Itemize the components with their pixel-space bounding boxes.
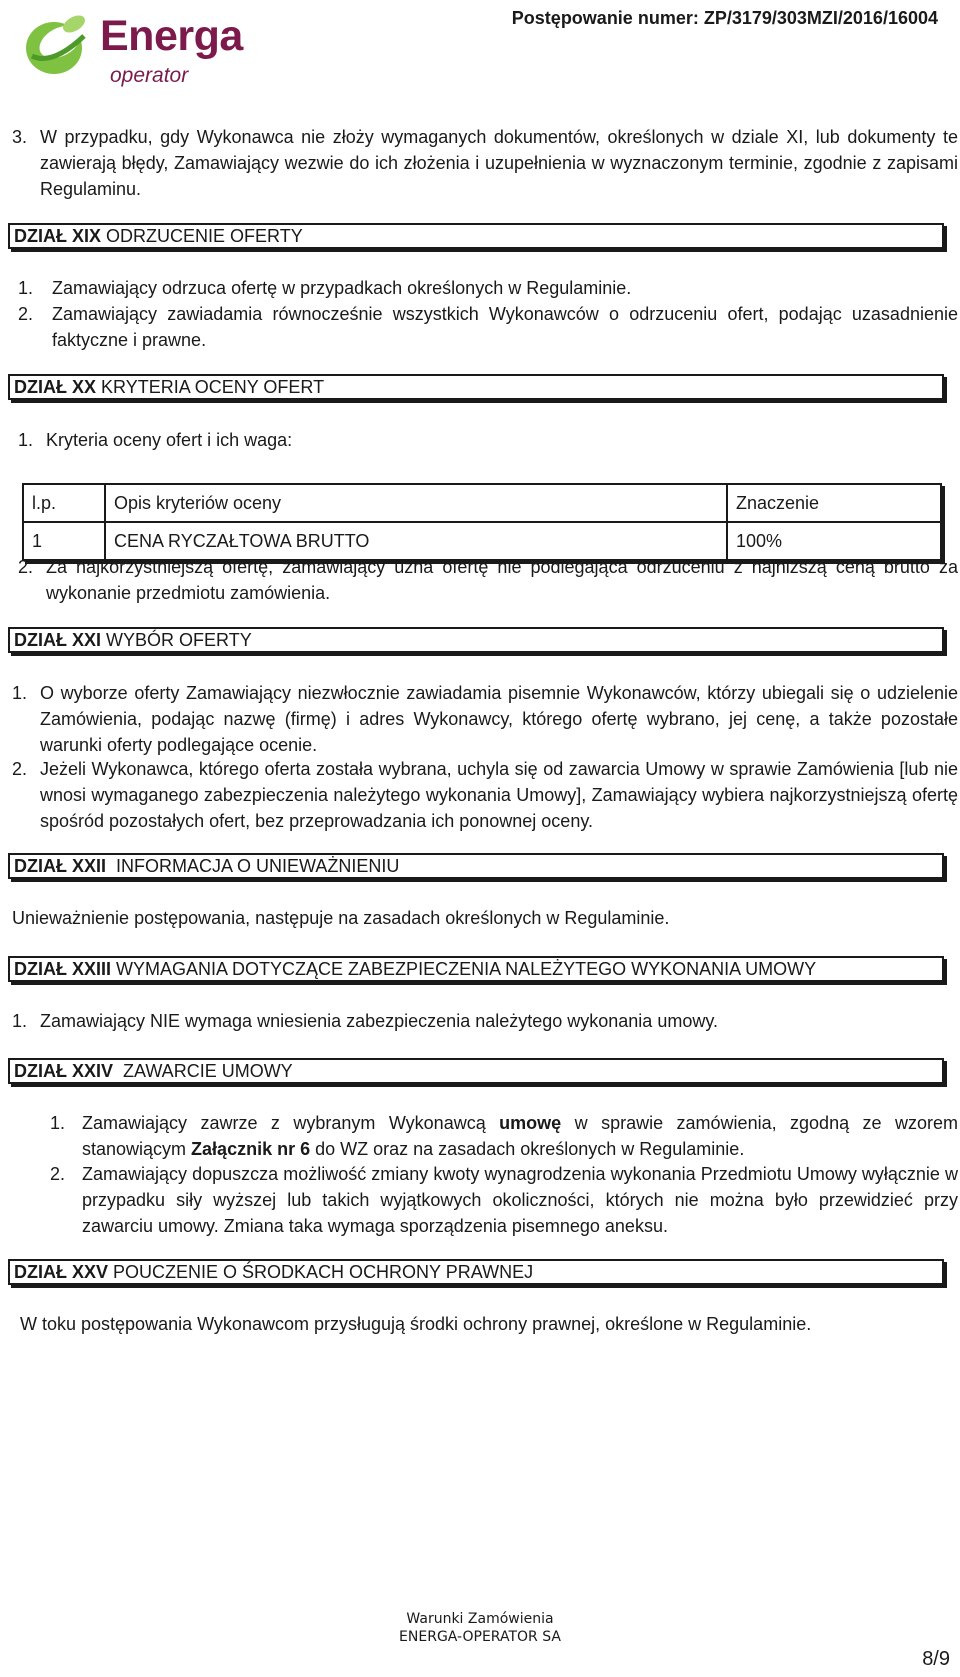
list-item: O wyborze oferty Zamawiający niezwłocznie zawiadamia pisemnie Wykonawców, którzy ubiegali się o udzielenie Zamówienia, podając nazwę (firmę) i adres Wykonawcy, którego ofertę wybrano, jej cenę, a także pozostałe warunki oferty podlegające ocenie. bbox=[40, 683, 958, 755]
list-item: Zamawiający NIE wymaga wniesienia zabezpieczenia należytego wykonania umowy. bbox=[40, 1011, 718, 1031]
list-item: Zamawiający zawiadamia równocześnie wszystkich Wykonawców o odrzuceniu ofert, podając uzasadnienie faktyczne i prawne. bbox=[52, 304, 958, 350]
section-title: ZAWARCIE UMOWY bbox=[123, 1061, 293, 1081]
section-header-xxi bbox=[8, 627, 944, 653]
list-item bbox=[82, 1110, 958, 1162]
list-item: Kryteria oceny ofert i ich waga: bbox=[46, 430, 293, 450]
list-item: Jeżeli Wykonawca, którego oferta została wybrana, uchyla się od zawarcia Umowy w sprawie Zamówienia [lub nie wnosi wymaganego zabezpieczenia należytego wykonania Umowy], Zamawiający wybiera najkorzystniejszą ofertę spośród pozostałych ofert, bez przeprowadzania ich ponownej oceny. bbox=[40, 759, 958, 831]
list-number: 1. bbox=[18, 430, 34, 450]
bold-text: Załącznik nr 6 bbox=[191, 1139, 311, 1159]
list-number: 2. bbox=[18, 304, 34, 324]
section-title: KRYTERIA OCENY OFERT bbox=[101, 377, 325, 397]
list-item: Za najkorzystniejszą ofertę, zamawiający uzna ofertę nie podlegająca odrzuceniu z najniższą ceną brutto za wykonanie przedmiotu zamówienia. bbox=[46, 557, 958, 603]
energa-logo bbox=[22, 6, 272, 92]
text-run: Zamawiający zawrze z wybranym Wykonawcą bbox=[82, 1113, 500, 1133]
table-cell: 100% bbox=[727, 522, 941, 560]
section-header-xx bbox=[8, 374, 944, 400]
list-number: 2. bbox=[18, 557, 34, 577]
section-title: ODRZUCENIE OFERTY bbox=[106, 226, 303, 246]
section-title: WYBÓR OFERTY bbox=[106, 630, 252, 650]
table-header-cell: l.p. bbox=[23, 484, 105, 522]
section-header-xix bbox=[8, 223, 944, 249]
footer-title: Warunki Zamówienia bbox=[406, 1611, 554, 1627]
table-cell: 1 bbox=[23, 522, 105, 560]
paragraph: Unieważnienie postępowania, następuje na zasadach określonych w Regulaminie. bbox=[12, 908, 670, 928]
list-item: Zamawiający dopuszcza możliwość zmiany kwoty wynagrodzenia wykonania Przedmiotu Umowy wyłącznie w przypadku siły wyższej lub takich wyjątkowych okoliczności, których nie można było przewidzieć przy zawarciu umowy. Zmiana taka wymaga sporządzenia pisemnego aneksu. bbox=[82, 1164, 958, 1236]
footer-company: ENERGA-OPERATOR SA bbox=[399, 1629, 561, 1645]
list-number: 1. bbox=[12, 683, 28, 703]
logo-wordmark: Energa bbox=[100, 12, 243, 60]
text-run: do WZ oraz na zasadach określonych w Regulaminie. bbox=[310, 1139, 745, 1159]
section-header-xxv bbox=[8, 1259, 944, 1285]
table-cell: CENA RYCZAŁTOWA BRUTTO bbox=[105, 522, 727, 560]
table-header-cell: Opis kryteriów oceny bbox=[105, 484, 727, 522]
section-header-xxii bbox=[8, 853, 944, 879]
section-label: DZIAŁ XXIV bbox=[14, 1061, 114, 1081]
section-label: DZIAŁ XIX bbox=[14, 226, 102, 246]
list-number: 1. bbox=[18, 278, 34, 298]
section-label: DZIAŁ XXII bbox=[14, 856, 107, 876]
section-header-xxiv bbox=[8, 1058, 944, 1084]
page-number: 8/9 bbox=[922, 1648, 950, 1670]
list-item: Zamawiający odrzuca ofertę w przypadkach określonych w Regulaminie. bbox=[52, 278, 632, 298]
logo-subtitle: operator bbox=[110, 64, 189, 87]
section-label: DZIAŁ XXV bbox=[14, 1262, 109, 1282]
text-run: w sprawie zamówienia, zgodną ze wzorem stanowiącym bbox=[82, 1113, 958, 1159]
energa-leaf-icon bbox=[22, 6, 96, 84]
case-number: Postępowanie numer: ZP/3179/303MZI/2016/16004 bbox=[511, 8, 938, 28]
section-header-xxiii bbox=[8, 956, 944, 982]
section-title: WYMAGANIA DOTYCZĄCE ZABEZPIECZENIA NALEŻYTEGO WYKONANIA UMOWY bbox=[116, 959, 817, 979]
section-title: INFORMACJA O UNIEWAŻNIENIU bbox=[116, 856, 400, 876]
section-label: DZIAŁ XXI bbox=[14, 630, 102, 650]
list-number: 2. bbox=[12, 759, 28, 779]
list-number: 2. bbox=[50, 1164, 66, 1184]
bold-text: umowę bbox=[499, 1113, 562, 1133]
section-label: DZIAŁ XXIII bbox=[14, 959, 112, 979]
intro-paragraph: W przypadku, gdy Wykonawca nie złoży wymaganych dokumentów, określonych w dziale XI, lub dokumenty te zawierają błędy, Zamawiający wezwie do ich złożenia i uzupełnienia w wyznaczonym terminie, zgodnie z zapisami Regulaminu. bbox=[40, 127, 958, 199]
table-header-cell: Znaczenie bbox=[727, 484, 941, 522]
intro-number: 3. bbox=[12, 127, 28, 147]
table-header-row bbox=[23, 484, 941, 522]
criteria-table bbox=[22, 483, 942, 561]
paragraph: W toku postępowania Wykonawcom przysługują środki ochrony prawnej, określone w Regulaminie. bbox=[20, 1314, 812, 1334]
list-number: 1. bbox=[12, 1011, 28, 1031]
section-label: DZIAŁ XX bbox=[14, 377, 97, 397]
list-number: 1. bbox=[50, 1113, 66, 1133]
section-title: POUCZENIE O ŚRODKACH OCHRONY PRAWNEJ bbox=[113, 1262, 534, 1282]
